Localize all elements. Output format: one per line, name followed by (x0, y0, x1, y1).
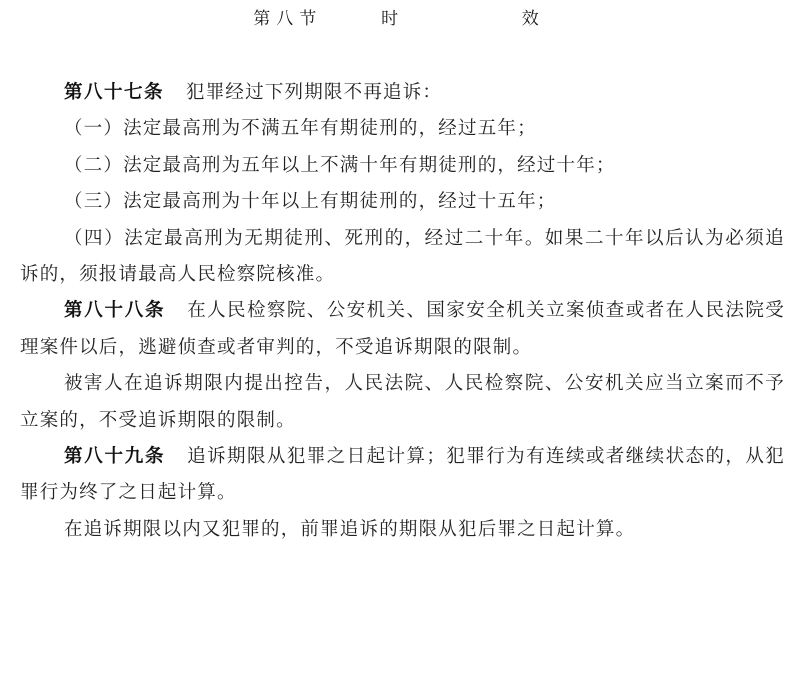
article-87-item-3: （三）法定最高刑为十年以上有期徒刑的，经过十五年； (64, 191, 557, 213)
article-87-item-1: （一）法定最高刑为不满五年有期徒刑的，经过五年； (64, 118, 537, 140)
article-88-text: 在人民检察院、公安机关、国家安全机关立案侦查或者在人民法院受理案件以后，逃避侦查或者审判的，不受追诉期限的限制。 (20, 300, 785, 358)
document-body (20, 75, 785, 548)
article-87-paragraph (20, 75, 785, 111)
article-87-label: 第八十七条 (64, 82, 165, 103)
article-87-item-2: （二）法定最高刑为五年以上不满十年有期徒刑的，经过十年； (64, 154, 616, 176)
article-87-text: 犯罪经过下列期限不再追诉： (186, 82, 443, 103)
article-89-label: 第八十九条 (64, 446, 166, 468)
article-88-paragraph (20, 293, 785, 366)
article-88-label: 第八十八条 (64, 300, 166, 322)
article-89-text: 追诉期限从犯罪之日起计算；犯罪行为有连续或者继续状态的，从犯罪行为终了之日起计算。 (20, 446, 785, 504)
article-88-paragraph-2: 被害人在追诉期限内提出控告，人民法院、人民检察院、公安机关应当立案而不予立案的，不受追诉期限的限制。 (20, 373, 785, 431)
article-87-item-4: （四）法定最高刑为无期徒刑、死刑的，经过二十年。如果二十年以后认为必须追诉的，须报请最高人民检察院核准。 (20, 227, 785, 286)
section-title: 第八节 时 效 (253, 9, 545, 29)
article-89-paragraph (20, 439, 785, 512)
article-89-paragraph-2: 在追诉期限以内又犯罪的，前罪追诉的期限从犯后罪之日起计算。 (64, 518, 636, 540)
